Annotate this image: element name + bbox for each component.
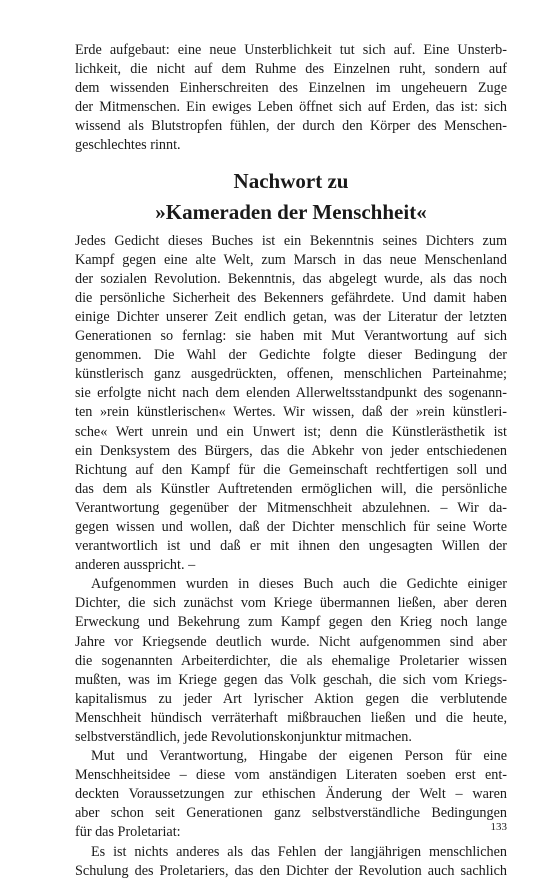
text-line: sche« Wert unrein und ein Unwert ist; denn die Künstlerästhetik ist [75, 423, 507, 440]
text-line: Generationen so fernlag: sie haben mit Mut Verantwortung auf sich [75, 328, 507, 345]
text-line: lichkeit, die nicht auf dem Ruhme des Einzelnen ruht, sondern auf [75, 61, 507, 78]
text-line: der sozialen Revolution. Bekenntnis, das abgelegt wurde, als das noch [75, 270, 507, 287]
page-body [75, 41, 507, 881]
text-line: künstlerisch ganz ausgedrückten, offenen, menschlichen Parteinahme; [75, 366, 507, 383]
text-line: Aufgenommen wurden in dieses Buch auch die Gedichte einiger [91, 576, 507, 593]
paragraph-3 [75, 747, 507, 842]
text-line: die persönliche Sicherheit des Bekenners gefährdete. Und damit haben [75, 289, 507, 306]
text-line: sie erfolgte nicht nach dem elenden Allerweltsstandpunkt des sogenann- [75, 385, 507, 402]
text-line: Kampf gegen eine alte Welt, zum Marsch in das neue Menschenland [75, 251, 507, 268]
text-line: Schulung des Proletariers, das den Dichter der Revolution auch sachlich [75, 862, 507, 879]
text-line: wissend als Blutstropfen fühlen, der durch den Körper des Menschen- [75, 118, 507, 135]
text-line: das dem als Künstler Auftretenden ermöglichen will, die persönliche [75, 480, 507, 497]
text-line: anderen ausspricht. – [75, 557, 196, 574]
text-line: deckten Voraussetzungen zur ethischen Änderung der Welt – waren [75, 786, 507, 803]
text-line: die sogenannten Arbeiterdichter, die als ehemalige Proletarier wissen [75, 652, 507, 669]
text-line: Erweckung und Bekehrung zum Kampf gegen den Krieg noch lange [75, 614, 507, 631]
text-line: kapitalismus zu jeder Art lyrischer Aktion gegen die verblutende [75, 690, 507, 707]
text-line: für das Proletariat: [75, 824, 181, 841]
text-line: Jahre vor Kriegsende deutlich wurde. Nicht aufgenommen sind aber [75, 633, 507, 650]
text-line: ten »rein künstlerischen« Wertes. Wir wissen, daß der »rein künstleri- [75, 404, 507, 421]
intro-paragraph [75, 41, 507, 156]
text-line: dem wissenden Einherschreiten des Einzelnen im ungeheuern Zuge [75, 80, 507, 97]
paragraph-1 [75, 232, 507, 576]
text-line: Menschheit hündisch verräterhaft mißbrauchen ließen und die heute, [75, 709, 507, 726]
text-line: genommen. Die Wahl der Gedichte folgte dieser Bedingung der [75, 347, 507, 364]
text-line: Dichter, die sich zunächst vom Kriege übermannen ließen, aber deren [75, 595, 507, 612]
heading-line-2: »Kameraden der Menschheit« [155, 199, 427, 224]
text-line: mußten, was im Kriege gegen das Volk geschah, die sich vom Kriegs- [75, 671, 507, 688]
text-line: verantwortlich ist und daß er mit ihnen den ungesagten Willen der [75, 538, 507, 555]
heading-line-1: Nachwort zu [233, 168, 349, 193]
section-heading [75, 166, 507, 228]
text-line: der Mitmenschen. Ein ewiges Leben öffnet sich auf Erden, das ist: sich [75, 99, 507, 116]
text-line: Verantwortung gegenüber der Mitmenschheit abzulehnen. – Wir da- [75, 499, 507, 516]
text-line: ein Denksystem des Bürgers, das die Abkehr von jeder entschiedenen [75, 442, 507, 459]
text-line: einige Dichter unserer Zeit endlich getan, was der Literatur der letzten [75, 308, 507, 325]
text-line: gegen wissen und wollen, daß der Dichter menschlich für seine Worte [75, 518, 507, 535]
text-line: Menschheitsidee – diese vom anständigen Literaten soeben erst ent- [75, 767, 507, 784]
paragraph-4 [75, 843, 507, 881]
text-line: selbstverständlich, jede Revolutionskonjunktur mitmachen. [75, 729, 412, 745]
page-number: 133 [490, 821, 507, 833]
text-line: Es ist nichts anderes als das Fehlen der langjährigen menschlichen [91, 843, 507, 860]
text-line: Erde aufgebaut: eine neue Unsterblichkeit tut sich auf. Eine Unsterb- [75, 42, 507, 58]
paragraph-2 [75, 575, 507, 747]
text-line: Mut und Verantwortung, Hingabe der eigenen Person für eine [91, 748, 507, 765]
text-line: geschlechtes rinnt. [75, 137, 181, 154]
text-line: aber schon seit Generationen ganz selbstverständliche Bedingungen [75, 805, 507, 822]
text-line: Jedes Gedicht dieses Buches ist ein Bekenntnis seines Dichters zum [75, 232, 507, 249]
text-line: Richtung auf den Kampf für die Gemeinschaft rechtfertigen soll und [75, 461, 507, 478]
